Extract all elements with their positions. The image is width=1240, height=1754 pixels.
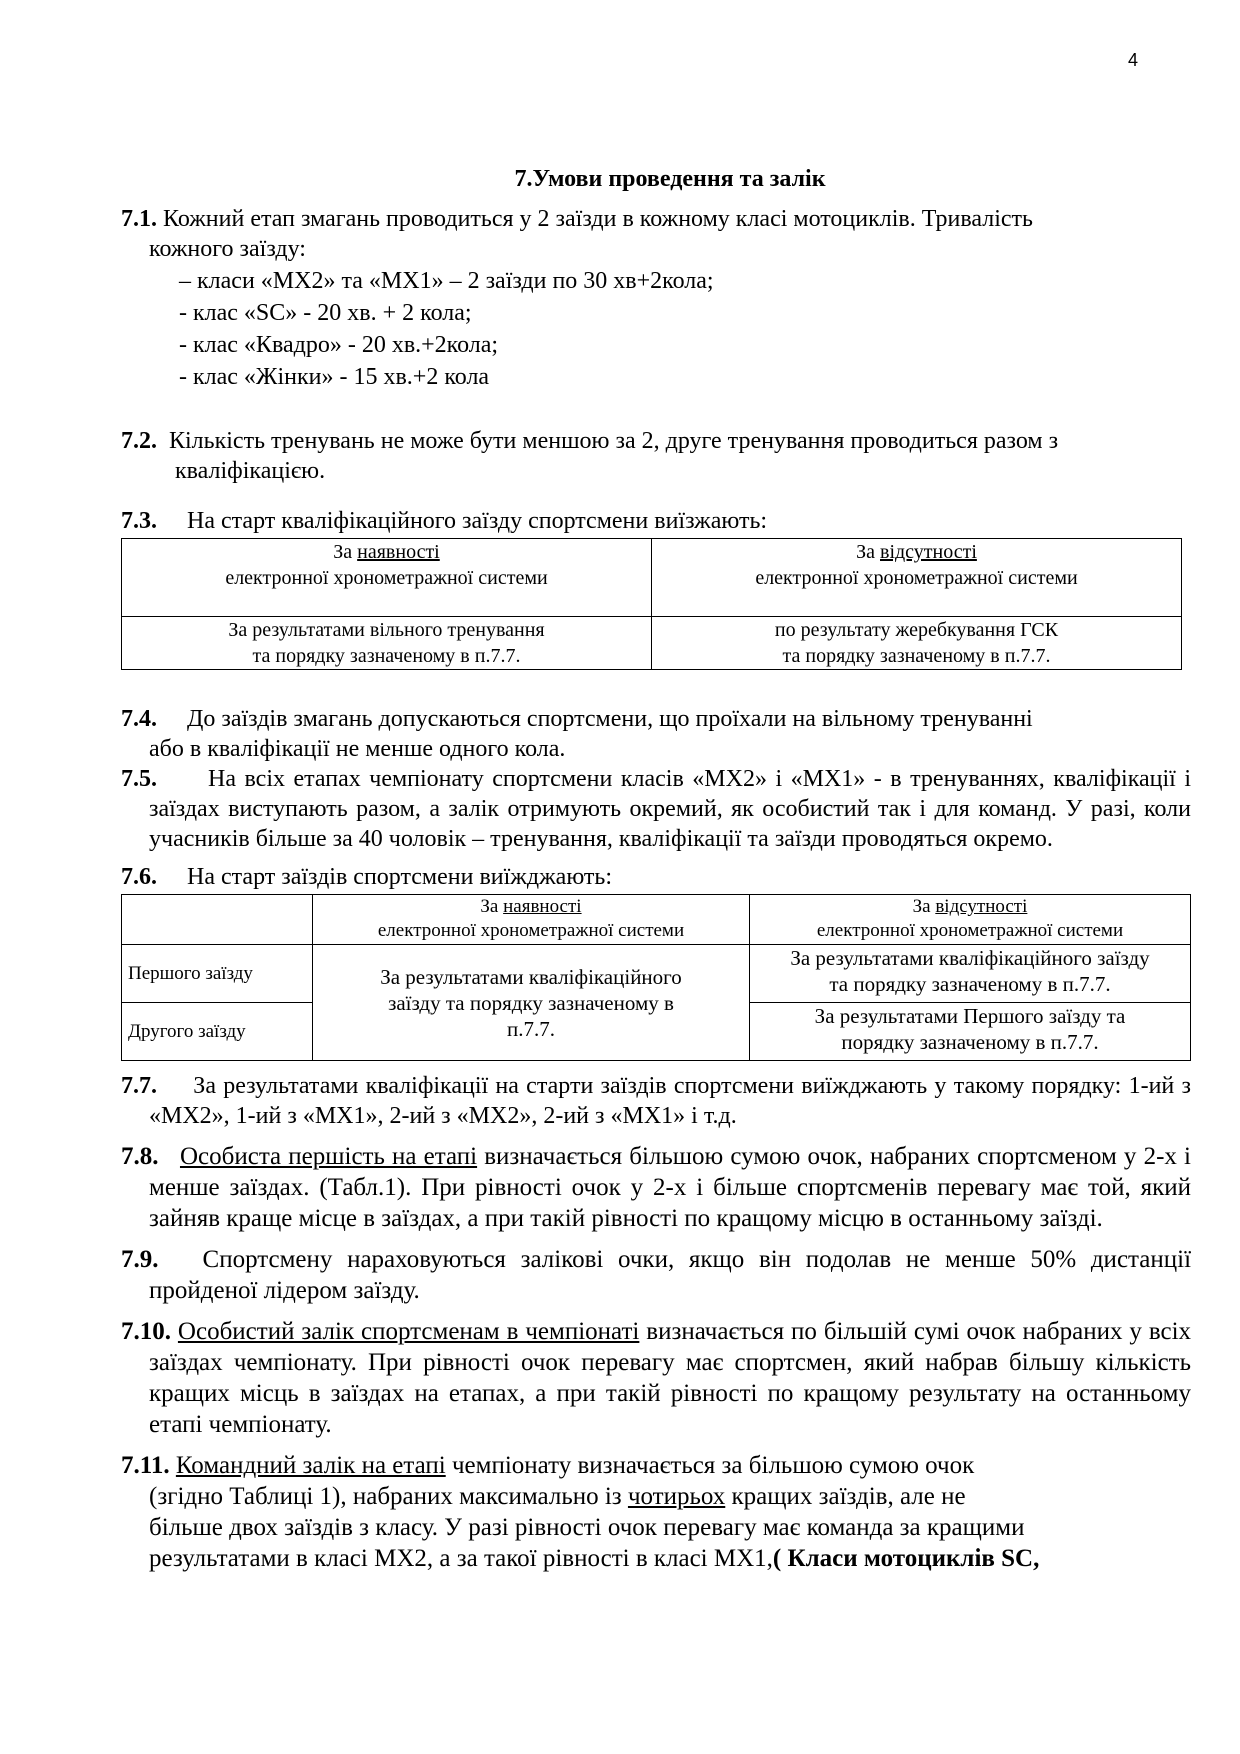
clause-text-cont: кожного заїзду: <box>149 236 306 262</box>
table-header-cell: За відсутності електронної хронометражної системи <box>750 895 1191 945</box>
list-item: – класи «МХ2» та «МХ1» – 2 заїзди по 30 хв+2кола; <box>179 268 714 294</box>
clause-text: Спортсмену нараховуються залікові очки, якщо він подолав не менше 50% дистанції пройденої лідером заїзду. <box>149 1246 1192 1304</box>
section-7-11: 7.11. Командний залік на етапі чемпіонату визначається за більшою сумою очок (згідно Таблиці 1), набраних максимально із чотирьох кращих заїздів, але не більше двох заїздів з класу. У разі рівності очок перевагу має команда за кращими результатами в класі МХ2, а за такої рівності в класі МХ1,( Класи мотоциклів SC, <box>121 1452 1040 1572</box>
clause-heading: Особистий залік спортсменам в чемпіонаті <box>177 1318 640 1345</box>
clause-text: визначається по більшій сумі очок набраних у всіх заїздах чемпіонату. При рівності очок перевагу має спортсмен, який набрав більшу кількість кращих місць в заїздах на етапах, а при такій рівності по кращому результату на останньому етапі чемпіонату. <box>149 1318 1192 1438</box>
section-title: 7.Умови проведення та залік <box>514 166 826 192</box>
clause-number: 7.9. <box>121 1246 159 1273</box>
clause-number: 7.11. <box>121 1452 170 1479</box>
clause-text: На старт заїздів спортсмени виїжджають: <box>187 864 613 890</box>
clause-text: Кожний етап змагань проводиться у 2 заїзди в кожному класі мотоциклів. Тривалість <box>163 206 1033 232</box>
clause-number: 7.1. <box>121 206 157 232</box>
table-cell: За результатами вільного тренування та порядку зазначеному в п.7.7. <box>122 617 652 670</box>
section-7-10 <box>121 1316 1191 1440</box>
row-label: Другого заїзду <box>122 1003 313 1061</box>
clause-text: На всіх етапах чемпіонату спортсмени класів «МХ2» і «МХ1» - в тренуваннях, кваліфікації і заїздах виступають разом, а залік отримують окремий, як особистий так і для команд. У разі, коли учасників більше за 40 чоловік – тренування, кваліфікації та заїзди проводяться окремо. <box>149 766 1191 852</box>
clause-number: 7.10. <box>121 1318 171 1345</box>
list-item: - клас «Жінки» - 15 хв.+2 кола <box>179 364 490 390</box>
clause-number: 7.2. <box>121 428 157 454</box>
table-cell: За результатами кваліфікаційного заїзду та порядку зазначеному в п.7.7. <box>750 945 1191 1003</box>
qualification-start-table <box>121 538 1182 670</box>
clause-text: На старт кваліфікаційного заїзду спортсмени виїзжають: <box>187 508 768 534</box>
table-cell: За результатами Першого заїзду та порядку зазначеному в п.7.7. <box>750 1003 1191 1061</box>
list-item: - клас «SC» - 20 хв. + 2 кола; <box>179 300 472 326</box>
section-7-8 <box>121 1141 1191 1234</box>
clause-number: 7.3. <box>121 508 157 534</box>
document-body <box>121 204 1191 1574</box>
section-7-2 <box>121 426 1191 486</box>
section-7-9 <box>121 1244 1191 1306</box>
clause-text: Кількість тренувань не може бути меншою за 2, друге тренування проводиться разом з <box>169 428 1059 454</box>
clause-number: 7.8. <box>121 1143 159 1170</box>
section-7-1 <box>121 204 1191 392</box>
clause-heading: Особиста першість на етапі <box>179 1143 478 1170</box>
clause-number: 7.7. <box>121 1073 157 1099</box>
table-cell: по результату жеребкування ГСК та порядку зазначеному в п.7.7. <box>652 617 1182 670</box>
clause-text: За результатами кваліфікації на старти заїздів спортсмени виїжджають у такому порядку: 1-ий з «МХ2», 1-ий з «МХ1», 2-ий з «МХ2», 2-ий з «МХ1» і т.д. <box>149 1073 1192 1129</box>
row-label: Першого заїзду <box>122 945 313 1003</box>
race-start-table <box>121 894 1191 1061</box>
section-7-5 <box>121 764 1191 854</box>
table-header-cell: За наявності електронної хронометражної системи <box>122 539 652 617</box>
section-7-3 <box>121 506 1191 670</box>
table-corner-cell <box>122 895 313 945</box>
clause-heading: Командний залік на етапі <box>175 1452 446 1479</box>
clause-text: визначається більшою сумою очок, набраних спортсменом у 2-х і менше заїздах. (Табл.1). При рівності очок у 2-х і більше спортсменів перевагу має той, який зайняв краще місце в заїздах, а при такій рівності по кращому місцю в останньому заїзді. <box>149 1143 1191 1232</box>
clause-text: До заїздів змагань допускаються спортсмени, що проїхали на вільному тренуванні <box>187 706 1033 732</box>
clause-number: 7.5. <box>121 766 157 792</box>
clause-number: 7.6. <box>121 864 157 890</box>
table-header-cell: За відсутності електронної хронометражної системи <box>652 539 1182 617</box>
section-7-4 <box>121 704 1191 764</box>
section-7-6 <box>121 862 1191 1061</box>
list-item: - клас «Квадро» - 20 хв.+2кола; <box>179 332 499 358</box>
clause-number: 7.4. <box>121 706 157 732</box>
section-7-7 <box>121 1071 1191 1131</box>
table-header-cell: За наявності електронної хронометражної системи <box>313 895 750 945</box>
table-merged-cell: За результатами кваліфікаційного заїзду та порядку зазначеному в п.7.7. <box>313 945 750 1061</box>
clause-text-cont: кваліфікацією. <box>175 458 326 484</box>
clause-text-cont: або в кваліфікації не менше одного кола. <box>149 736 566 762</box>
page-number: 4 <box>1127 50 1138 70</box>
